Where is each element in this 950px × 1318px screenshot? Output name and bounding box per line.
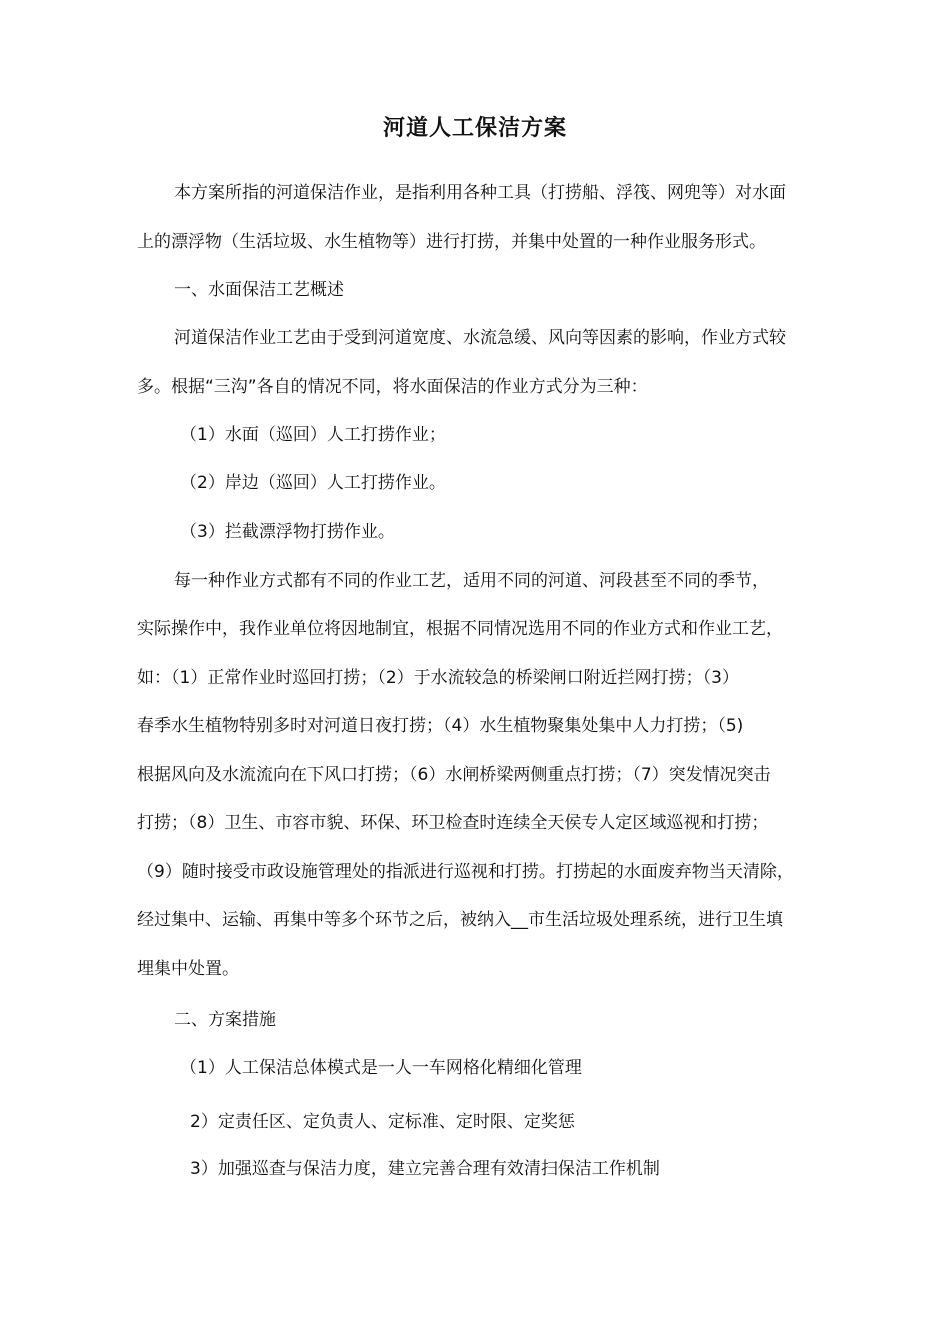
- list-item: 2）定责任区、定负责人、定标准、定时限、定奖惩: [190, 1112, 575, 1132]
- section-heading: 二、方案措施: [174, 1010, 276, 1030]
- paragraph-line: 如：（1）正常作业时巡回打捞；（2）于水流较急的桥梁闸口附近拦网打捞；（3）: [137, 668, 739, 688]
- paragraph-line: 实际操作中，我作业单位将因地制宜，根据不同情况选用不同的作业方式和作业工艺，: [137, 619, 783, 639]
- paragraph-line: 多。根据“三沟”各自的情况不同，将水面保洁的作业方式分为三种：: [137, 377, 648, 397]
- document-title: 河道人工保洁方案: [382, 116, 567, 141]
- intro-line: 本方案所指的河道保洁作业，是指利用各种工具（打捞船、浮筏、网兜等）对水面: [174, 183, 786, 203]
- list-item: （1）水面（巡回）人工打捞作业；: [180, 425, 446, 445]
- paragraph-line: 河道保洁作业工艺由于受到河道宽度、水流急缓、风向等因素的影响，作业方式较: [174, 328, 786, 348]
- section-heading: 一、水面保洁工艺概述: [174, 280, 344, 300]
- list-item: （2）岸边（巡回）人工打捞作业。: [180, 473, 446, 493]
- intro-line: 上的漂浮物（生活垃圾、水生植物等）进行打捞，并集中处置的一种作业服务形式。: [137, 232, 766, 252]
- paragraph-line: 春季水生植物特别多时对河道日夜打捞；（4）水生植物聚集处集中人力打捞；（5): [137, 716, 744, 736]
- paragraph-line: 根据风向及水流流向在下风口打捞；（6）水闸桥梁两侧重点打捞；（7）突发情况突击: [137, 765, 771, 785]
- paragraph-line: （9）随时接受市政设施管理处的指派进行巡视和打捞。打捞起的水面废弃物当天清除，: [137, 862, 794, 882]
- list-item: （3）拦截漂浮物打捞作业。: [180, 522, 395, 542]
- paragraph-line: 经过集中、运输、再集中等多个环节之后，被纳入__市生活垃圾处理系统，进行卫生填: [137, 910, 783, 930]
- list-item: 3）加强巡查与保洁力度，建立完善合理有效清扫保洁工作机制: [190, 1159, 660, 1179]
- paragraph-line: 埋集中处置。: [137, 959, 239, 979]
- paragraph-line: 每一种作业方式都有不同的作业工艺，适用不同的河道、河段甚至不同的季节，: [174, 571, 769, 591]
- list-item: （1）人工保洁总体模式是一人一车网格化精细化管理: [180, 1058, 582, 1078]
- paragraph-line: 打捞；（8）卫生、市容市貌、环保、环卫检查时连续全天侯专人定区域巡视和打捞；: [137, 813, 769, 833]
